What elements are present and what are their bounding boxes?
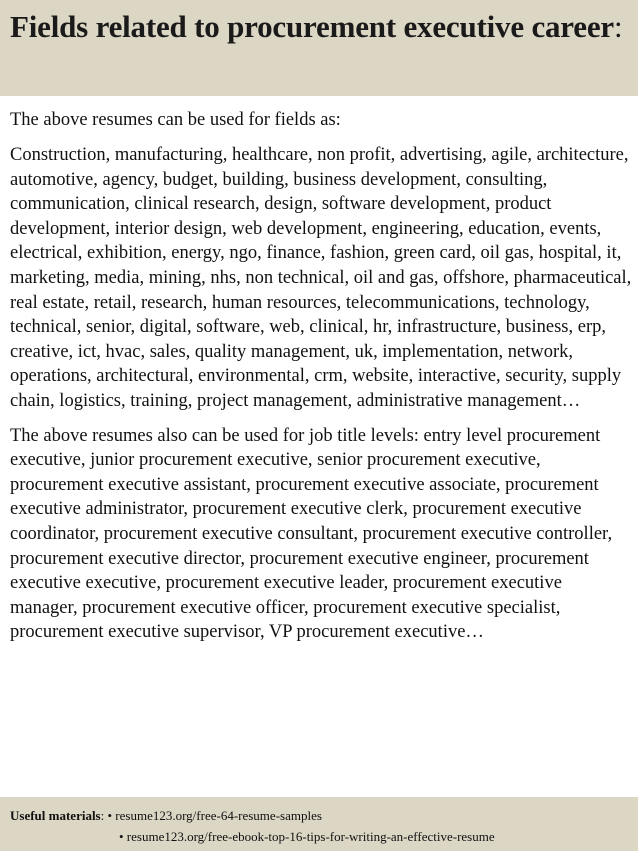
footer-row-2 <box>10 826 628 847</box>
intro-text: The above resumes can be used for fields as: <box>10 110 341 130</box>
page-title-text: Fields related to procurement executive career <box>10 9 614 44</box>
fields-paragraph: Construction, manufacturing, healthcare, non profit, advertising, agile, architecture, automotive, agency, budget, building, business development, consulting, communication, clinical research, design, software development, product development, interior design, web development, engineering, education, events, electrical, exhibition, energy, ngo, finance, fashion, green card, oil gas, hospital, it, marketing, media, mining, nhs, non technical, oil and gas, offshore, pharmaceutical, real estate, retail, research, human resources, telecommunications, technology, technical, senior, digital, software, web, clinical, hr, infrastructure, business, erp, creative, ict, hvac, sales, quality management, uk, implementation, network, operations, architectural, environmental, crm, website, interactive, security, supply chain, logistics, training, project management, administrative management… <box>10 145 632 411</box>
useful-materials-label: Useful materials <box>10 808 101 823</box>
job-levels-paragraph: The above resumes also can be used for job title levels: entry level procurement executive, junior procurement executive, senior procurement executive, procurement executive assistant, procurement executive associate, procurement executive administrator, procurement executive clerk, procurement executive coordinator, procurement executive consultant, procurement executive controller, procurement executive director, procurement executive engineer, procurement executive executive, procurement executive leader, procurement executive manager, procurement executive officer, procurement executive specialist, procurement executive supervisor, VP procurement executive… <box>10 425 613 643</box>
footer-row-1 <box>10 805 628 826</box>
main-content <box>10 108 632 645</box>
title-banner <box>0 0 638 96</box>
page-title <box>10 8 628 45</box>
footer-separator: : <box>100 808 108 823</box>
page-title-colon: : <box>614 9 623 44</box>
footer-link-resume-samples[interactable]: • resume123.org/free-64-resume-samples <box>107 808 322 823</box>
footer-link-ebook[interactable]: • resume123.org/free-ebook-top-16-tips-for-writing-an-effective-resume <box>119 829 495 844</box>
useful-materials-footer <box>0 797 638 851</box>
